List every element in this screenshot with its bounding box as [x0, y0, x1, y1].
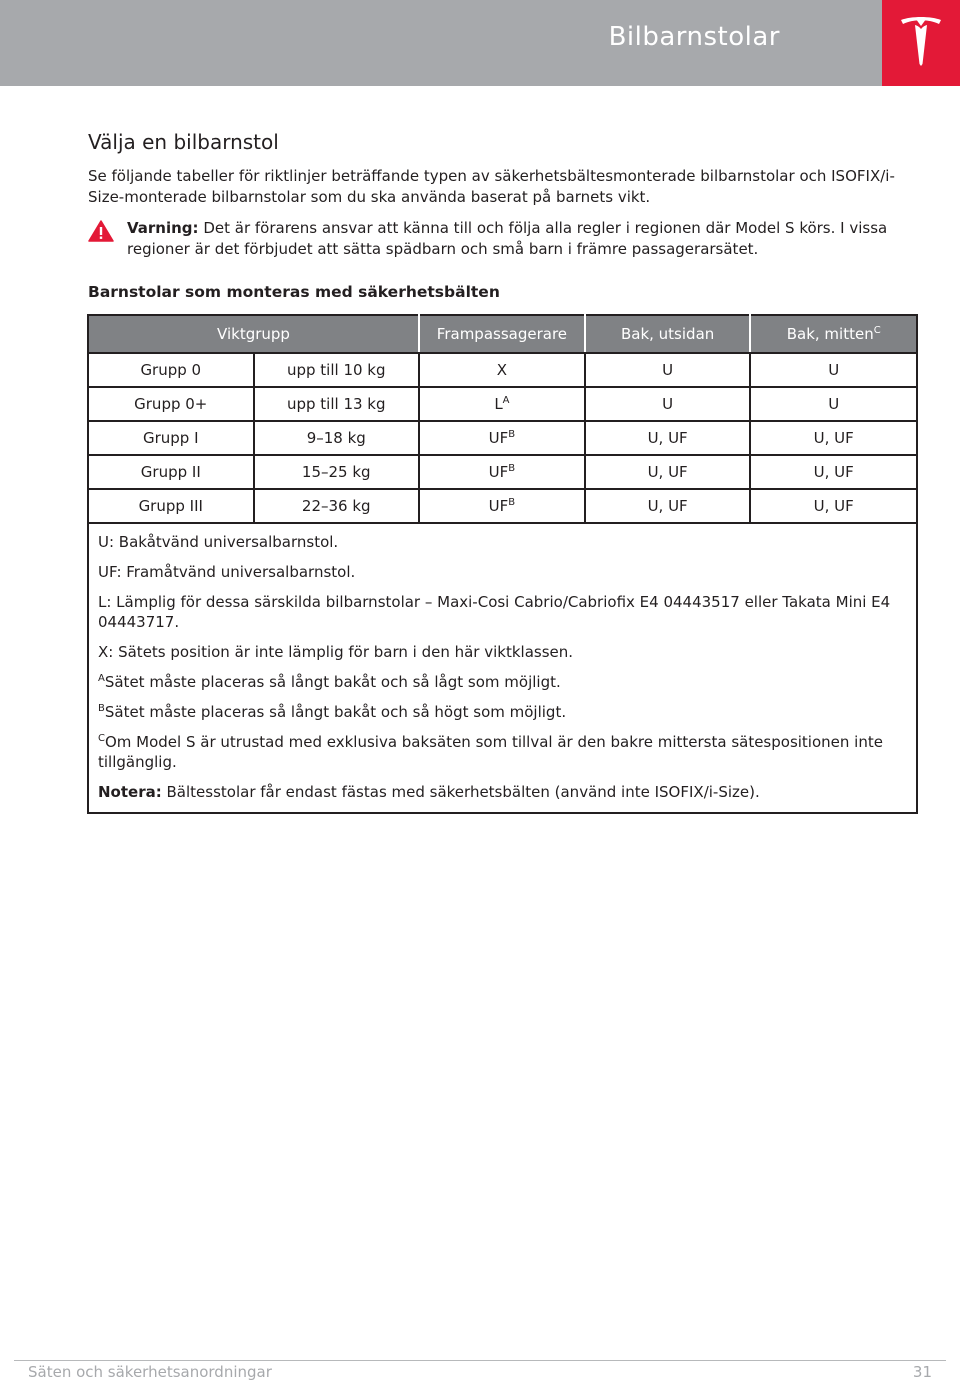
cell-front: $UF^B$ — [419, 489, 585, 523]
tesla-logo-icon — [899, 14, 943, 68]
column-header-weight-group: Viktgrupp — [88, 315, 419, 353]
footnote: $^B$Sätet måste placeras så långt bakåt och så högt som möjligt. — [98, 703, 567, 721]
cell-rear-center: U — [750, 387, 917, 421]
child-seat-table — [87, 314, 918, 814]
brand-logo — [882, 0, 960, 86]
footnote: $^A$Sätet måste placeras så långt bakåt och så lågt som möjligt. — [98, 673, 561, 691]
footer-divider — [14, 1360, 946, 1361]
cell-front: $UF^B$ — [419, 455, 585, 489]
table-note — [98, 782, 907, 802]
cell-weight: 9–18 kg — [254, 421, 419, 455]
note-label: Notera: — [98, 783, 162, 801]
cell-weight: upp till 10 kg — [254, 353, 419, 387]
cell-rear-center: U, UF — [750, 421, 917, 455]
cell-rear-outer: U, UF — [585, 421, 751, 455]
table-heading: Barnstolar som monteras med säkerhetsbälten — [88, 283, 500, 301]
column-header-rear-center: Bak, mitten$^C$ — [750, 315, 917, 353]
intro-paragraph: Se följande tabeller för riktlinjer beträffande typen av säkerhetsbältesmonterade bilbarnstolar och ISOFIX/i-Size-monterade bilbarnstolar som du ska använda baserat på barnets vikt. — [88, 167, 895, 206]
table-notes — [88, 523, 917, 813]
footer-section-name: Säten och säkerhetsanordningar — [28, 1363, 272, 1381]
cell-rear-outer: U, UF — [585, 455, 751, 489]
table-notes-row — [88, 523, 917, 813]
cell-group: Grupp III — [88, 489, 254, 523]
cell-group: Grupp 0+ — [88, 387, 254, 421]
header-bar — [0, 0, 882, 86]
warning-label: Varning: — [127, 219, 199, 237]
column-header-rear-outer: Bak, utsidan — [585, 315, 751, 353]
cell-group: Grupp 0 — [88, 353, 254, 387]
warning-text — [127, 218, 918, 260]
column-header-front-passenger: Frampassagerare — [419, 315, 585, 353]
page-header-title: Bilbarnstolar — [608, 22, 780, 52]
cell-rear-center: U — [750, 353, 917, 387]
cell-rear-outer: U, UF — [585, 489, 751, 523]
legend-note: UF: Framåtvänd universalbarnstol. — [98, 563, 356, 581]
cell-front: X — [419, 353, 585, 387]
legend-note: X: Sätets position är inte lämplig för barn i den här viktklassen. — [98, 643, 574, 661]
warning-block — [88, 218, 918, 260]
cell-weight: upp till 13 kg — [254, 387, 419, 421]
cell-weight: 15–25 kg — [254, 455, 419, 489]
cell-front: $UF^B$ — [419, 421, 585, 455]
table-row — [88, 353, 917, 387]
footer-page-number: 31 — [912, 1363, 932, 1381]
footnote: $^C$Om Model S är utrustad med exklusiva baksäten som tillval är den bakre mittersta sätespositionen inte tillgänglig. — [98, 733, 883, 771]
cell-group: Grupp I — [88, 421, 254, 455]
cell-rear-outer: U — [585, 353, 751, 387]
cell-group: Grupp II — [88, 455, 254, 489]
note-text: Bältesstolar får endast fästas med säkerhetsbälten (använd inte ISOFIX/i-Size). — [166, 783, 760, 801]
legend-note: L: Lämplig för dessa särskilda bilbarnstolar – Maxi-Cosi Cabrio/Cabriofix E4 04443517 eller Takata Mini E4 04443717. — [98, 593, 891, 631]
table-header-row — [88, 315, 917, 353]
cell-rear-center: U, UF — [750, 455, 917, 489]
table-row — [88, 421, 917, 455]
table-row — [88, 489, 917, 523]
table-row — [88, 387, 917, 421]
section-title: Välja en bilbarnstol — [88, 130, 279, 154]
warning-body: Det är förarens ansvar att känna till och följa alla regler i regionen där Model S körs. I vissa regioner är det förbjudet att sätta spädbarn och små barn i främre passagerarsätet. — [127, 219, 888, 258]
warning-triangle-icon — [88, 220, 114, 242]
table-row — [88, 455, 917, 489]
cell-front: $L^A$ — [419, 387, 585, 421]
cell-weight: 22–36 kg — [254, 489, 419, 523]
legend-note: U: Bakåtvänd universalbarnstol. — [98, 533, 339, 551]
cell-rear-outer: U — [585, 387, 751, 421]
cell-rear-center: U, UF — [750, 489, 917, 523]
